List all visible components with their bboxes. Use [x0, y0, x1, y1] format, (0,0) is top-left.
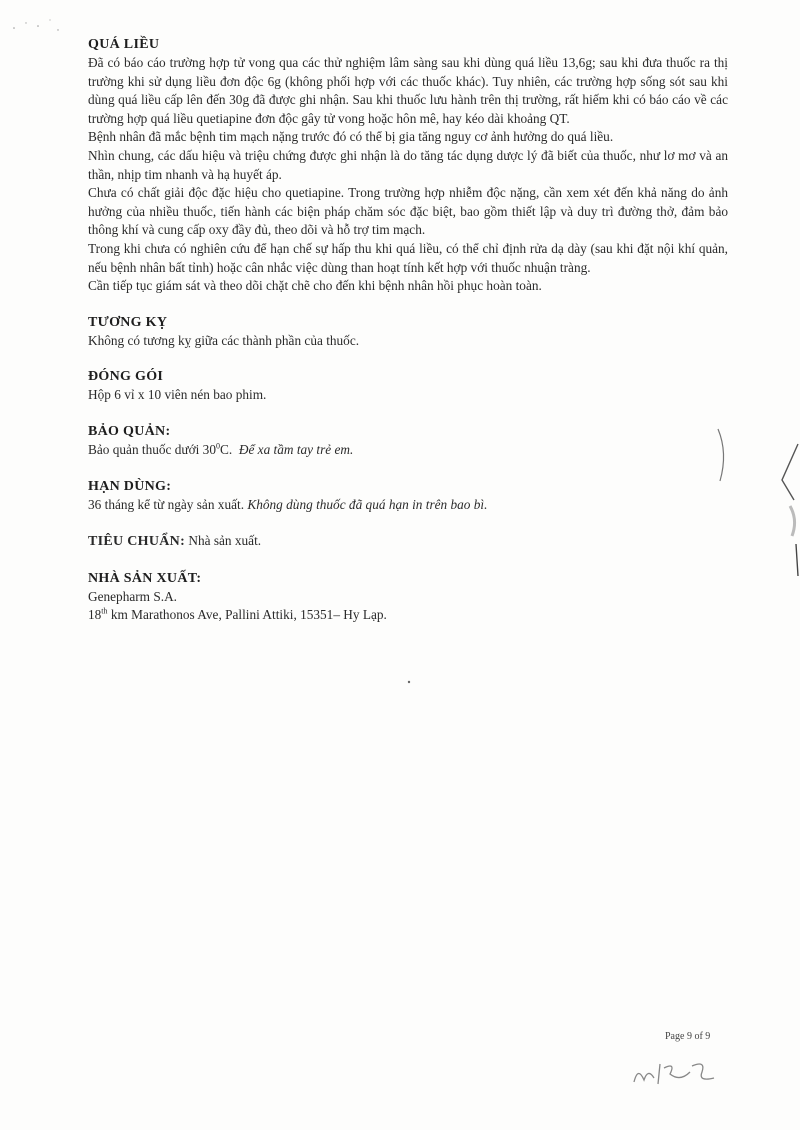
overdose-paragraph-1: Đã có báo cáo trường hợp tử vong qua các thử nghiệm lâm sàng sau khi dùng quá liều 13,6g; sau khi đưa thuốc ra thị trường khi sử dụng liều đơn độc 6g (không phối hợp với các thuốc khác). Tuy nhiên, các trường hợp sống sót sau khi dùng quá liều cấp lên đến 30g đã được ghi nhận. Sau khi thuốc lưu hành trên thị trường, rất hiếm khi có báo cáo về các trường hợp quá liều quetiapine đơn độc gây tử vong hoặc hôn mê, hay kéo dài khoảng QT.: [88, 55, 728, 126]
expiry-warning: Không dùng thuốc đã quá hạn in trên bao bì.: [247, 496, 488, 512]
heading-packaging: ĐÓNG GÓI: [88, 369, 164, 385]
heading-overdose: QUÁ LIỀU: [88, 37, 160, 52]
storage-text: Bảo quản thuốc dưới 30: [88, 441, 216, 457]
heading-expiry: HẠN DÙNG:: [88, 478, 172, 494]
heading-standard: TIÊU CHUẨN:: [88, 534, 186, 550]
section-standard: [88, 532, 728, 552]
section-manufacturer: [88, 570, 728, 625]
overdose-paragraph-4: Chưa có chất giải độc đặc hiệu cho quetiapine. Trong trường hợp nhiễm độc nặng, cần xem xét đến khả năng do ảnh hưởng của nhiều thuốc, tiến hành các biện pháp chăm sóc đặc biệt, bao gồm thiết lập và duy trì đường thở, đảm bảo thông khí và cung cấp oxy đầy đủ, theo dõi và hỗ trợ tim mạch.: [88, 185, 728, 238]
degree-superscript: 0: [215, 441, 220, 451]
overdose-paragraph-5: Trong khi chưa có nghiên cứu để hạn chế sự hấp thu khi quá liều, có thể chỉ định rửa dạ dày (sau khi đặt nội khí quản, nếu bệnh nhân bất tỉnh) hoặc cân nhắc việc dùng than hoạt tính kết hợp với thuốc nhuận tràng.: [88, 240, 728, 275]
standard-text: Nhà sản xuất.: [188, 533, 262, 549]
edge-shadow-mark: [772, 440, 800, 580]
address-ordinal: th: [101, 606, 108, 616]
section-expiry: [88, 478, 728, 515]
storage-unit: C.: [219, 441, 233, 457]
page-number: Page 9 of 9: [665, 1031, 711, 1042]
overdose-paragraph-2: Bệnh nhân đã mắc bệnh tim mạch nặng trước đó có thể bị gia tăng nguy cơ ảnh hưởng do quá liều.: [88, 129, 614, 145]
manufacturer-name: Genepharm S.A.: [88, 588, 177, 604]
address-number: 18: [88, 607, 102, 623]
heading-storage: BẢO QUẢN:: [88, 423, 171, 439]
storage-line: [88, 441, 728, 460]
expiry-line: [88, 496, 728, 515]
center-dot: [406, 679, 412, 685]
handwritten-initials: [628, 1056, 738, 1096]
address-rest: km Marathonos Ave, Pallini Attiki, 15351– Hy Lạp.: [110, 607, 387, 623]
packaging-text: Hộp 6 vỉ x 10 viên nén bao phim.: [88, 387, 267, 403]
section-overdose: [88, 36, 728, 296]
scan-speckles: [8, 14, 68, 44]
heading-incompatibility: TƯƠNG KỴ: [88, 314, 168, 330]
heading-manufacturer: NHÀ SẢN XUẤT:: [88, 570, 202, 586]
section-packaging: [88, 368, 728, 405]
expiry-text: 36 tháng kể từ ngày sản xuất.: [88, 496, 245, 512]
standard-line: [88, 532, 728, 552]
storage-warning: Để xa tầm tay trẻ em.: [238, 441, 354, 457]
section-storage: [88, 423, 728, 460]
overdose-paragraph-3: Nhìn chung, các dấu hiệu và triệu chứng được ghi nhận là do tăng tác dụng dược lý đã biết của thuốc, như lơ mơ và an thần, nhịp tim nhanh và hạ huyết áp.: [88, 147, 728, 182]
overdose-paragraph-6: Cần tiếp tục giám sát và theo dõi chặt chẽ cho đến khi bệnh nhân hồi phục hoàn toàn.: [88, 278, 542, 294]
manufacturer-address: [88, 606, 728, 625]
document-body: [88, 36, 728, 639]
incompatibility-text: Không có tương kỵ giữa các thành phần của thuốc.: [88, 332, 360, 348]
section-incompatibility: [88, 314, 728, 351]
